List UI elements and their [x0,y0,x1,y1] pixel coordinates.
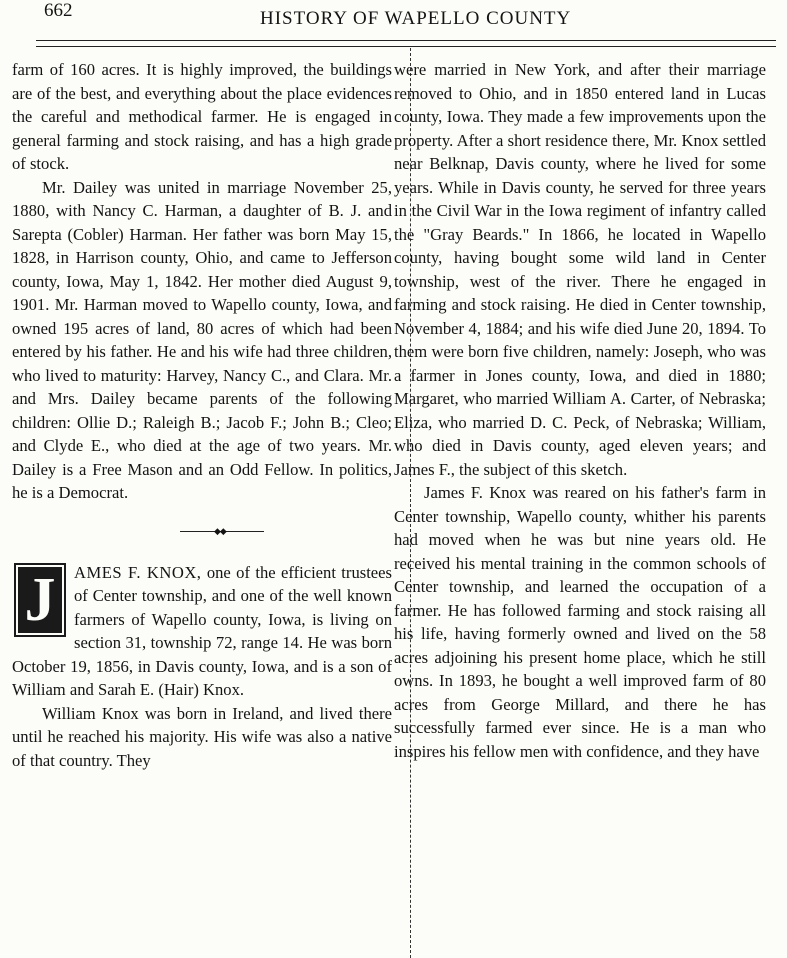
page-number: 662 [44,0,73,21]
biography-heading: AMES F. KNOX, [74,562,202,582]
running-head: HISTORY OF WAPELLO COUNTY [260,8,572,29]
biography-intro [12,561,392,702]
paragraph: Mr. Dailey was united in marriage November 25, 1880, with Nancy C. Harman, a daughter of B. J. and Sarepta (Cobler) Harman. Her father was born May 15, 1828, in Harrison county, Ohio, and came to Jefferson county, Iowa, May 1, 1842. Her mother died August 9, 1901. Mr. Harman moved to Wapello county, Iowa, and owned 195 acres of land, 80 acres of which had been entered by his father. He and his wife had three children, who lived to maturity: Harvey, Nancy C., and Clara. Mr. and Mrs. Dailey became parents of the following children: Ollie D.; Raleigh B.; Jacob F.; John B.; Cleo; and Clyde E., who died at the age of two years. Mr. Dailey is a Free Mason and an Odd Fellow. In politics, he is a Democrat. [12,177,392,502]
section-separator [180,527,264,537]
drop-cap: J [14,563,66,637]
left-column [12,58,392,772]
header-rule [36,40,776,41]
paragraph: farm of 160 acres. It is highly improved, the buildings are of the best, and everything about the place evidences the careful and methodical farmer. He is engaged in general farming and stock raising, and has a high grade of stock. [12,60,392,173]
paragraph-text: one of the efficient trustees of Center township, and one of the well known farmers of Wapello county, Iowa, is living on section 31, township 72, range 14. He was born October 19, 1856, in Davis county, Iowa, and is a son of William and Sarah E. (Hair) Knox. [12,562,392,699]
right-column [394,58,766,763]
paragraph: William Knox was born in Ireland, and lived there until he reached his majority. His wife was also a native of that country. They [12,703,392,770]
paragraph: James F. Knox was reared on his father's farm in Center township, Wapello county, whither his parents had moved when he was but nine years old. He received his mental training in the common schools of Center township, and learned the occupation of a farmer. He has followed farming and stock raising all his life, having formerly owned and lived on the 58 acres adjoining his present home place, which he still owns. In 1893, he bought a well improved farm of 80 acres from George Millard, and there he has successfully farmed ever since. He is a man who inspires his fellow men with confidence, and they have [394,483,766,761]
paragraph: were married in New York, and after their marriage removed to Ohio, and in 1850 entered land in Lucas county, Iowa. They made a few improvements upon the property. After a short residence there, Mr. Knox settled near Belknap, Davis county, where he lived for some years. While in Davis county, he served for three years in the Civil War in the Iowa regiment of infantry called the "Gray Beards." In 1866, he located in Wapello county, having bought some wild land in Center township, west of the river. There he engaged in farming and stock raising. He died in Center township, November 4, 1884; and his wife died June 20, 1894. To them were born five children, namely: Joseph, who was a farmer in Jones county, Iowa, and died in 1880; Margaret, who married William A. Carter, of Nebraska; Eliza, who married D. C. Peck, of Nebraska; William, who died in Davis county, aged eleven years; and James F., the subject of this sketch. [394,60,766,479]
header-rule-double [36,46,776,47]
